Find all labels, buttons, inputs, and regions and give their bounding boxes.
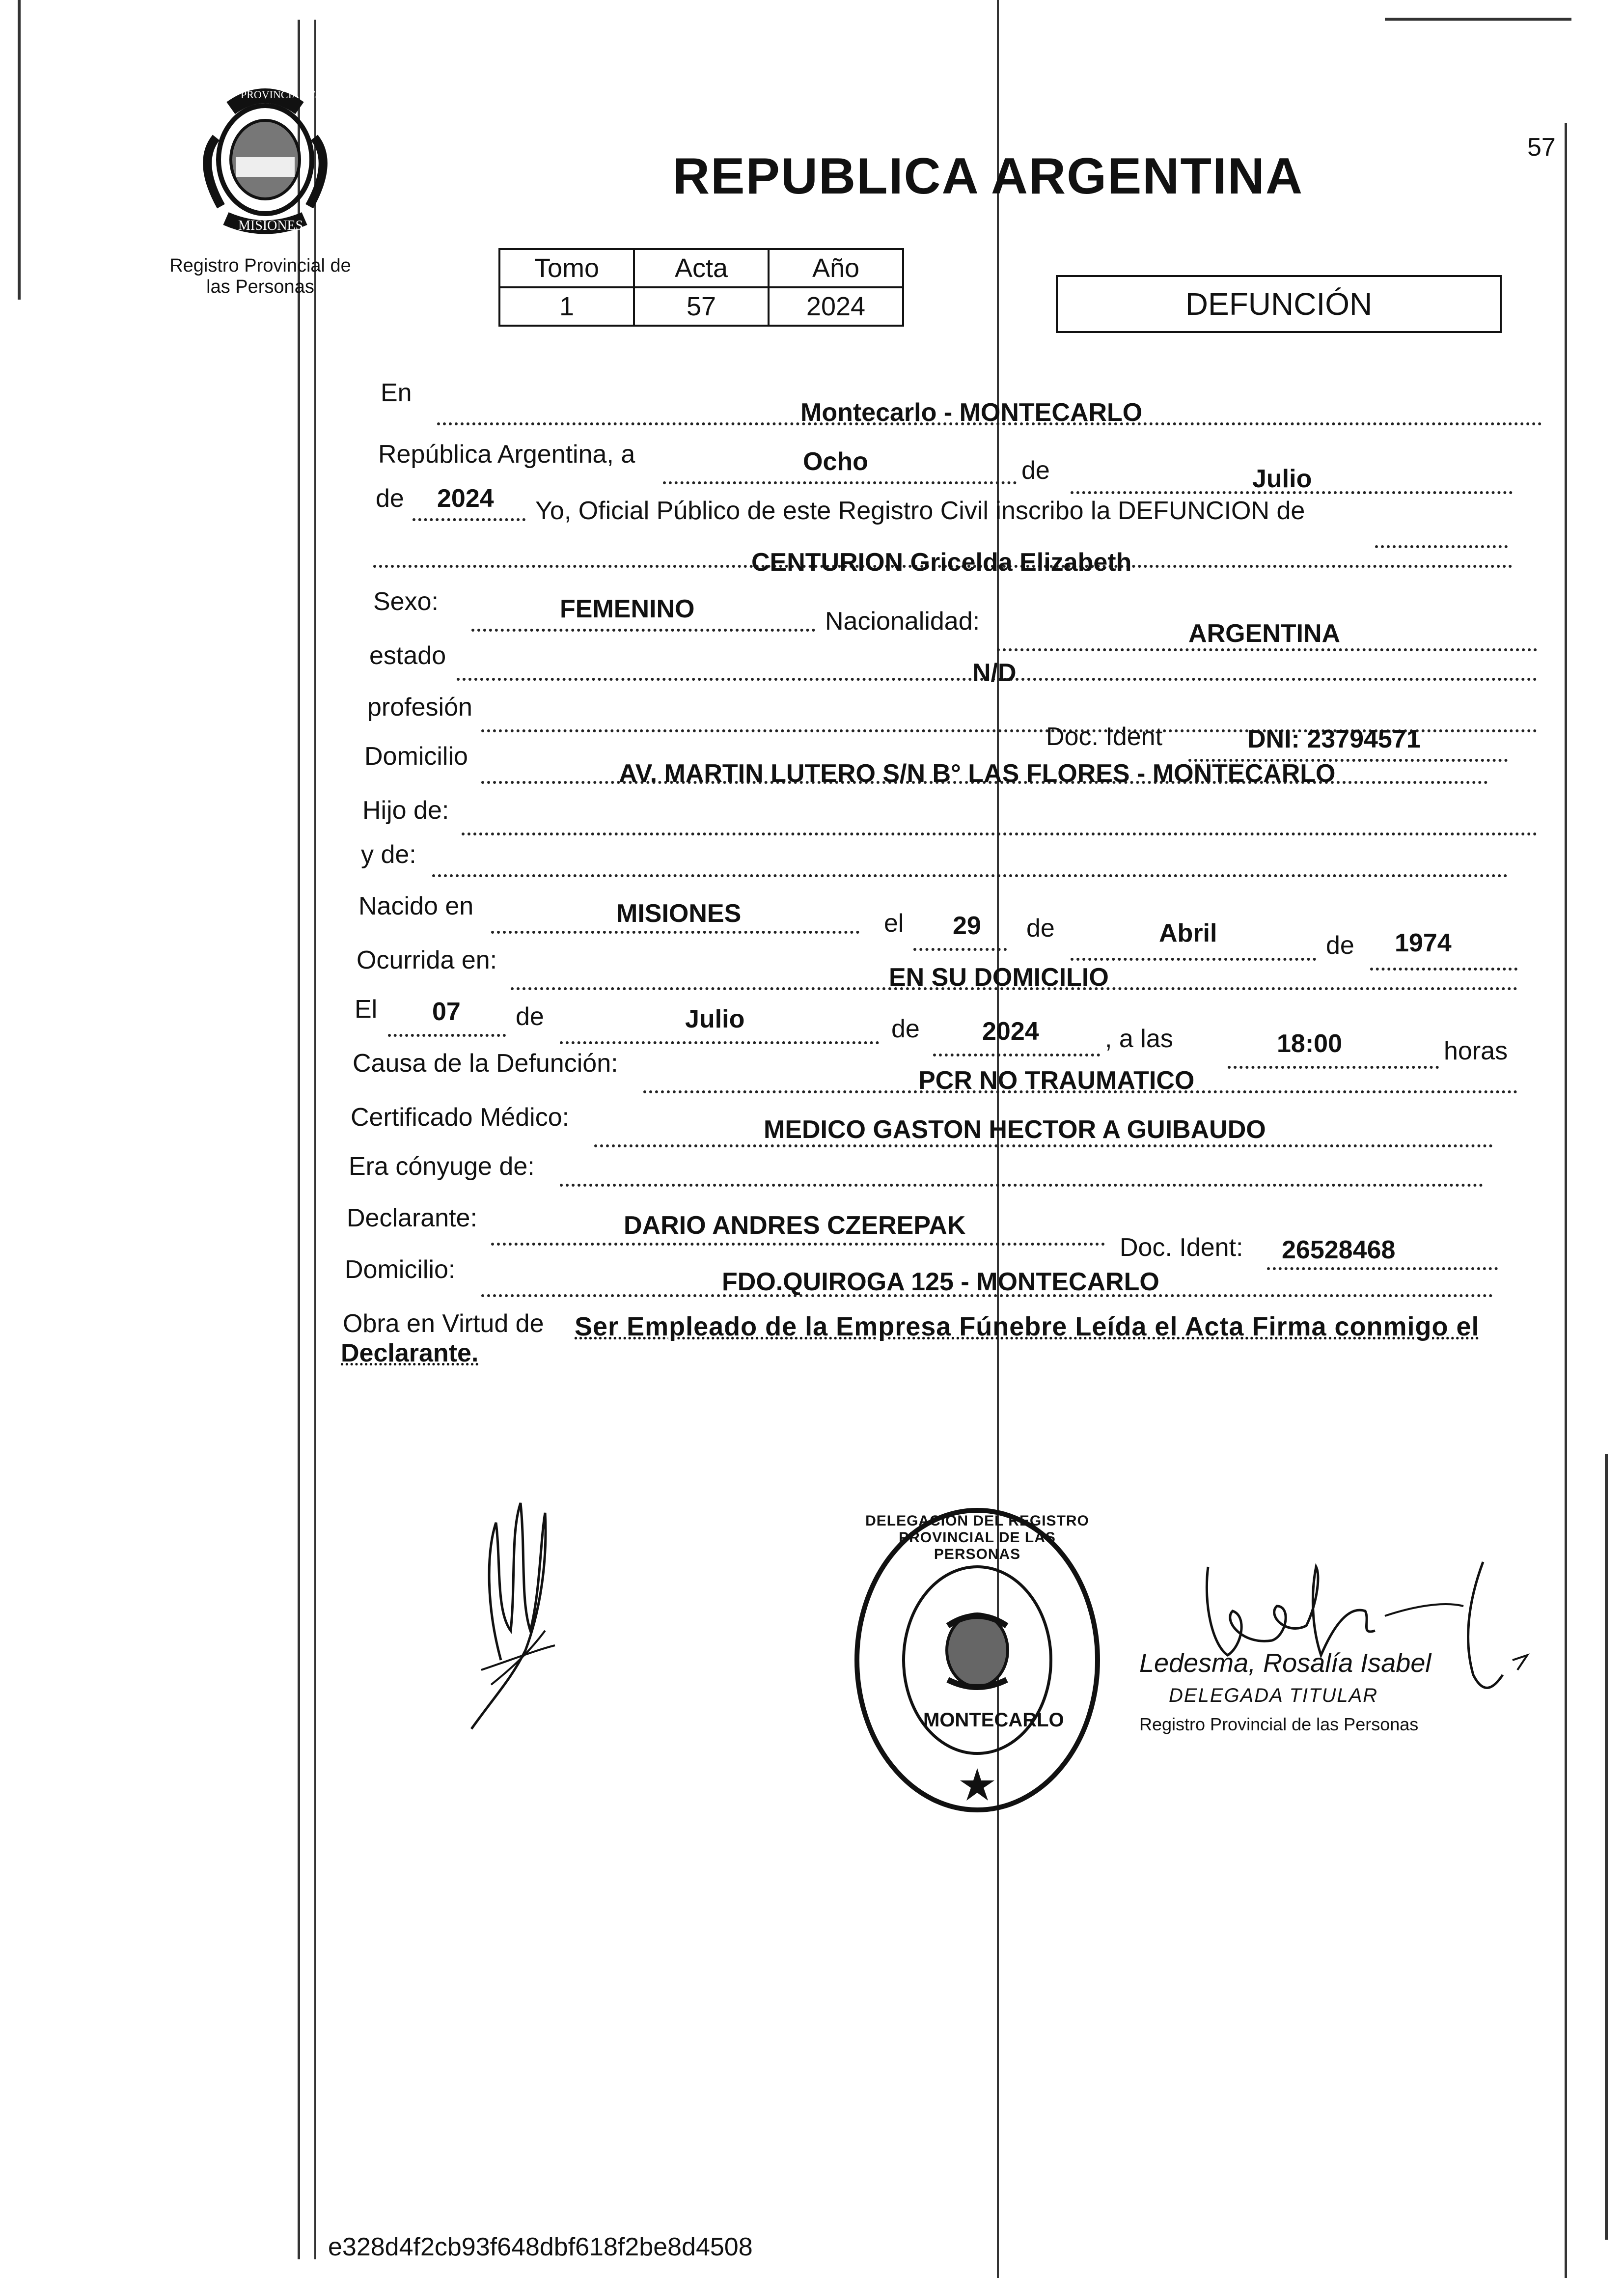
nacido-value: MISIONES [616,899,742,928]
birth-month-value: Abril [1159,919,1217,947]
document-title: REPUBLICA ARGENTINA [673,148,1304,205]
dotted-line [594,1144,1493,1147]
estado-value: N/D [972,659,1017,687]
doc2-value: 26528468 [1282,1236,1396,1264]
doc-value: DNI: 23794571 [1247,725,1421,753]
dom2-value: FDO.QUIROGA 125 - MONTECARLO [722,1268,1159,1296]
official-role: DELEGADA TITULAR [1169,1685,1378,1706]
stamp-ring-text: DELEGACION DEL REGISTRO PROVINCIAL DE LAS PERSONAS [865,1513,1089,1562]
scan-line [1565,123,1567,2278]
obra-line2: Declarante. [341,1339,479,1367]
causa-label: Causa de la Defunción: [353,1049,618,1078]
official-stamp [850,1503,1105,1817]
de-label: de [516,1002,544,1031]
domicilio-label: Domicilio [364,742,468,771]
rep-label: República Argentina, a [378,440,635,469]
domicilio-value: AV. MARTIN LUTERO S/N B° LAS FLORES - MONTECARLO [619,759,1336,788]
scan-line [18,0,21,300]
anio-value: 2024 [769,287,903,326]
de-label: de [1026,914,1055,943]
dotted-line [1375,545,1508,548]
nacionalidad-value: ARGENTINA [1188,619,1341,648]
tomo-header: Tomo [499,249,634,287]
ocurrida-label: Ocurrida en: [357,946,497,974]
dotted-line [1370,968,1517,971]
anio-header: Año [769,249,903,287]
de-label: de [376,484,404,513]
year-value: 2024 [437,484,494,513]
horas-label: horas [1444,1037,1508,1065]
dom2-label: Domicilio: [345,1255,456,1284]
lugar-value: Montecarlo - MONTECARLO [800,398,1143,427]
sexo-value: FEMENINO [560,595,695,623]
birth-day-value: 29 [953,912,981,940]
seal-text-top: PROVINCIA DE [241,88,316,101]
dotted-line [1267,1267,1498,1270]
declarante-value: DARIO ANDRES CZEREPAK [624,1211,966,1240]
dotted-line [462,833,1537,835]
yde-label: y de: [361,840,416,869]
dotted-line [933,1054,1100,1056]
dotted-line [388,1034,506,1037]
hijo-label: Hijo de: [362,796,449,825]
alas-label: , a las [1105,1025,1173,1053]
dotted-line [913,948,1007,951]
dotted-line [560,1184,1483,1187]
dotted-line [471,629,815,632]
cert-label: Certificado Médico: [351,1103,570,1132]
dotted-line [491,1243,1105,1246]
de-label: de [1326,931,1354,960]
el-label: el [884,909,904,938]
acta-value: 57 [634,287,769,326]
declarante-label: Declarante: [347,1204,477,1232]
death-day-value: 07 [432,998,461,1026]
seal-text-bottom: MISIONES [238,218,303,233]
deceased-name: CENTURION Gricelda Elizabeth [751,548,1132,577]
ocurrida-value: EN SU DOMICILIO [889,963,1109,992]
nacionalidad-label: Nacionalidad: [825,607,980,636]
de-label: de [1021,456,1050,485]
obra-label: Obra en Virtud de [343,1309,544,1338]
profesion-label: profesión [367,693,472,722]
dotted-line [413,518,525,521]
dotted-line [997,648,1537,651]
scan-line [298,20,300,2259]
page-number: 57 [1527,133,1556,162]
official-signature [1188,1547,1542,1704]
day-word-value: Ocho [803,447,868,476]
tomo-value: 1 [499,287,634,326]
dotted-line [1228,1066,1439,1069]
cert-value: MEDICO GASTON HECTOR A GUIBAUDO [764,1115,1266,1144]
causa-value: PCR NO TRAUMATICO [918,1066,1195,1095]
scan-line [1605,1454,1608,2240]
official-registry: Registro Provincial de las Personas [1139,1714,1419,1734]
nacido-label: Nacido en [358,892,474,920]
acta-header: Acta [634,249,769,287]
dotted-line [663,481,1017,484]
scan-line [1385,18,1571,21]
doc2-label: Doc. Ident: [1120,1233,1243,1262]
death-year-value: 2024 [982,1017,1039,1046]
de-label: de [891,1015,920,1043]
dotted-line [491,931,859,934]
province-seal [187,79,344,236]
official-name: Ledesma, Rosalía Isabel [1139,1648,1431,1678]
dotted-line [432,874,1508,877]
death-month-value: Julio [685,1005,745,1033]
month-value: Julio [1252,465,1312,493]
stamp-center-text: MONTECARLO [923,1709,1064,1731]
sexo-label: Sexo: [373,587,439,616]
en-label: En [381,379,412,407]
document-hash: e328d4f2cb93f648dbf618f2be8d4508 [328,2233,753,2261]
registry-label: Registro Provincial de las Personas [169,255,351,297]
doc-label: Doc. Ident [1046,722,1163,751]
time-value: 18:00 [1277,1029,1342,1058]
estado-label: estado [369,641,446,670]
record-table [498,248,904,327]
conyuge-label: Era cónyuge de: [349,1152,535,1181]
declaration-text: Yo, Oficial Público de este Registro Civil inscribo la DEFUNCION de [535,497,1305,525]
obra-line1: Ser Empleado de la Empresa Fúnebre Leída el Acta Firma conmigo el [575,1312,1480,1341]
declarant-signature [442,1483,589,1739]
birth-year-value: 1974 [1395,929,1452,957]
record-type: DEFUNCIÓN [1056,275,1502,333]
scan-line [314,20,316,2259]
El-label: El [355,995,378,1024]
dotted-line [560,1041,879,1044]
dotted-line [1071,958,1316,961]
